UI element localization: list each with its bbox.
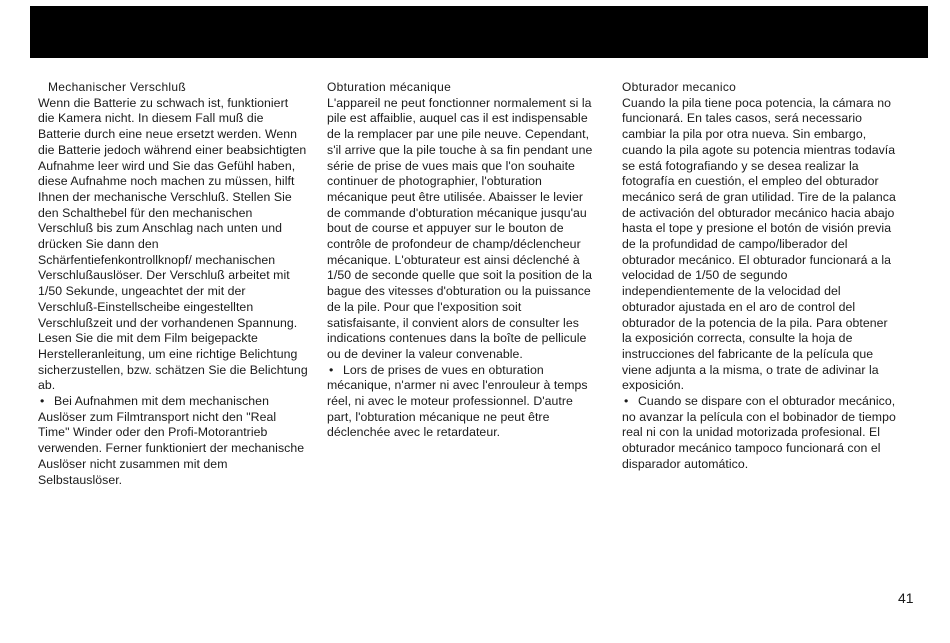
bullet-item-german bbox=[38, 394, 308, 488]
bullet-item-french bbox=[327, 363, 597, 442]
page-number: 41 bbox=[898, 590, 914, 606]
section-heading-spanish: Obturador mecanico bbox=[622, 80, 737, 94]
bullet-item-spanish bbox=[622, 394, 897, 473]
column-german bbox=[38, 80, 308, 488]
section-heading-german: Mechanischer Verschluß bbox=[48, 80, 186, 94]
body-text-french: L'appareil ne peut fonctionner normalement si la pile est affaiblie, auquel cas il est indispensable de la remplacer par une pile neuve. Cependant, s'il arrive que la pile touche à sa fin pendant une série de prise de vues mais que l'on souhaite continuer de photographier, l'obturation mécanique peut être utilisée. Abaisser le levier de commande d'obturation mécanique jusqu'au bout de course et appuyer sur le bouton de contrôle de profondeur de champ/déclencheur mécanique. L'obturateur est ainsi déclenché à 1/50 de seconde quelle que soit la position de la bague des vitesses d'obturation ou la puissance de la pile. Pour que l'exposition soit satisfaisante, il convient alors de consulter les indications contenues dans la boîte de pellicule ou de deviner la valeur convenable. bbox=[327, 95, 593, 361]
bullet-icon: • bbox=[624, 394, 629, 409]
section-heading-french: Obturation mécanique bbox=[327, 80, 452, 94]
column-spanish bbox=[622, 80, 897, 473]
bullet-text-spanish: Cuando se dispare con el obturador mecánico, no avanzar la película con el bobinador de tiempo real ni con la unidad motorizada profesional. El obturador mecánico tampoco funcionará con el disparador automático. bbox=[622, 394, 896, 471]
body-text-german: Wenn die Batterie zu schwach ist, funktioniert die Kamera nicht. In diesem Fall muß die Batterie durch eine neue ersetzt werden. Wenn die Batterie jedoch während einer beabsichtigten Aufnahme leer wird und Sie das Gefühl haben, diese Aufnahme noch machen zu müssen, hilft Ihnen der mechanische Verschluß. Stellen Sie den Schalthebel für den mechanischen Verschluß bis zum Anschlag nach unten und drücken Sie dann den Schärfentiefenkontrollknopf/ mechanischen Verschlußauslöser. Der Verschluß arbeitet mit 1/50 Sekunde, ungeachtet der mit der Verschluß-Einstellscheibe eingestellten Verschlußzeit und der vorhandenen Spannung. Lesen Sie die mit dem Film beigepackte Herstelleranleitung, um eine richtige Belichtung sicherzustellen, bzw. schätzen Sie die Belichtung ab. bbox=[38, 95, 308, 393]
bullet-text-french: Lors de prises de vues en obturation mécanique, n'armer ni avec l'enrouleur à temps réel, ni avec le moteur professionnel. D'autre part, l'obturation mécanique ne peut être déclenchée avec le retardateur. bbox=[327, 362, 588, 440]
body-text-spanish: Cuando la pila tiene poca potencia, la cámara no funcionará. En tales casos, será necessario cambiar la pila por otra nueva. Sin embargo, cuando la pila agote su potencia mientras todavía se está fotografiando y se desea realizar la fotografía en cuestión, el empleo del obturador mecánico será de gran utilidad. Tire de la palanca de activación del obturador mecánico hacia abajo hasta el tope y presione el botón de visión previa de la profundidad de campo/liberador del obturador mecánico. El obturador funcionará a la velocidad de 1/50 de segundo independientemente de la velocidad del obturador ajustada en el aro de control del obturador de la potencia de la pila. Para obtener la exposición correcta, consulte la hoja de instrucciones del fabricante de la película que viene adjunta a la misma, o trate de adivinar la exposición. bbox=[622, 95, 896, 393]
column-french bbox=[327, 80, 597, 441]
bullet-icon: • bbox=[329, 362, 334, 377]
bullet-text-german: Bei Aufnahmen mit dem mechanischen Auslöser zum Filmtransport nicht den "Real Time" Winder oder den Profi-Motorantrieb verwenden. Ferner funktioniert der mechanische Auslöser nicht zusammen mit dem Selbstauslöser. bbox=[38, 394, 305, 487]
header-black-bar bbox=[30, 6, 928, 58]
bullet-icon: • bbox=[40, 394, 45, 409]
